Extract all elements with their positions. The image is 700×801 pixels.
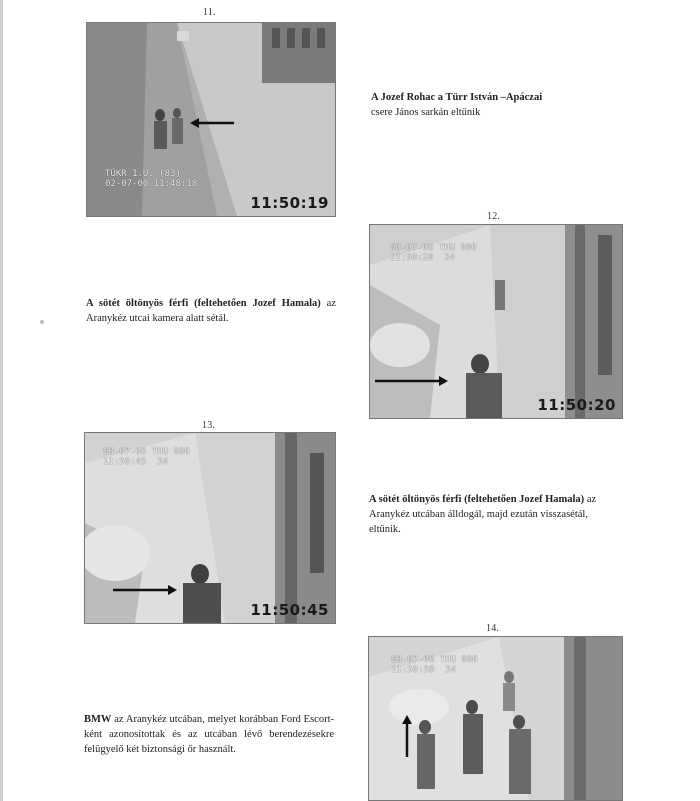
timestamp-11: 11:50:19 [250,194,329,212]
osd-line-1: 08-07-08 THU 000 [390,243,477,253]
osd-line-2: 02-07-00 11:48:18 [105,179,198,189]
timestamp-13: 11:50:45 [250,601,329,619]
osd-text-11 [105,169,197,189]
caption-4-bold: BMW [84,714,112,725]
cctv-photo-11 [86,22,336,217]
osd-text-14 [391,655,478,675]
figure-number-13: 13. [202,420,216,431]
osd-line-2: 11:50:20 34 [390,253,456,263]
caption-3-rest: az Aranykéz utcában álldogál, majd ezután visszasétál, eltűnik. [369,494,597,535]
figure-number-12: 12. [487,211,501,222]
figure-number-14: 14. [486,623,500,634]
caption-3 [369,492,619,537]
osd-text-13 [103,447,190,467]
cctv-photo-12 [369,224,623,419]
caption-1-rest: csere János sarkán eltűnik [371,107,481,118]
scan-speck [40,320,44,324]
osd-text-12 [390,243,477,263]
caption-3-bold: A sötét öltönyös férfi (feltehetően Jozef Hamala) [369,494,585,505]
osd-line-2: 11:50:58 34 [391,665,457,675]
caption-1-bold: A Jozef Rohac a Türr István –Apáczai [371,92,543,103]
osd-line-2: 11:50:45 34 [103,457,169,467]
cctv-photo-13 [84,432,336,624]
caption-2 [86,296,336,326]
osd-line-1: TÜKR 1.U. (83) [105,169,181,179]
caption-4 [84,712,334,757]
caption-1 [371,90,621,120]
page-border [0,0,3,801]
osd-line-1: 08-07-08 THU 000 [103,447,190,457]
caption-2-bold: A sötét öltönyös férfi (feltehetően Jozef Hamala) [86,298,321,309]
osd-line-1: 08-07-08 THU 000 [391,655,478,665]
caption-4-rest: az Aranykéz utcában, melyet korábban Ford Escort-ként azonosítottak és az utcában lévő berendezésekre felügyelő két biztonsági őr használt. [84,714,334,755]
figure-number-11: 11. [203,7,216,18]
cctv-photo-14 [368,636,623,801]
timestamp-12: 11:50:20 [537,396,616,414]
caption-2-rest: az Aranykéz utcai kamera alatt sétál. [86,298,336,324]
